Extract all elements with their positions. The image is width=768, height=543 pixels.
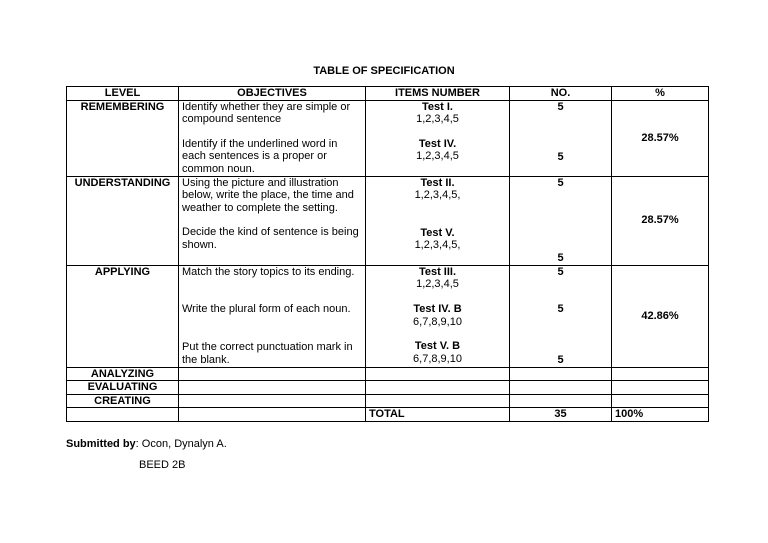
level-evaluating: EVALUATING [67,381,179,395]
header-row [67,87,709,101]
level-creating: CREATING [67,394,179,408]
count-value: 5 [557,176,564,189]
objective-text: Identify if the underlined word in each sentences is a proper or common noun. [182,137,338,175]
section-label: BEED 2B [139,459,186,471]
count-value: 5 [557,303,564,316]
objectives-remembering [179,100,366,176]
row-understanding [67,176,709,265]
percent-applying: 42.86% [612,265,709,367]
header-objectives: OBJECTIVES [179,87,366,101]
item-numbers: 6,7,8,9,10 [413,315,462,328]
item-numbers: 1,2,3,4,5 [416,278,459,291]
count-value: 5 [557,353,564,366]
header-percent: % [612,87,709,101]
objectives-understanding [179,176,366,265]
header-no: NO. [510,87,612,101]
level-analyzing: ANALYZING [67,367,179,381]
items-remembering [366,100,510,176]
items-applying [366,265,510,367]
items-understanding [366,176,510,265]
count-value: 5 [557,100,564,113]
test-label: Test III. [418,265,457,278]
row-applying [67,265,709,367]
level-applying: APPLYING [67,265,179,367]
test-label: Test V. B [414,340,461,353]
level-understanding: UNDERSTANDING [67,176,179,265]
document-title: TABLE OF SPECIFICATION [313,65,455,77]
test-label: Test II. [420,176,455,189]
item-numbers: 1,2,3,4,5, [414,239,461,252]
test-label: Test I. [422,100,453,113]
header-items-number: ITEMS NUMBER [366,87,510,101]
count-value: 5 [557,252,564,265]
objectives-applying [179,265,366,367]
specification-table [66,86,709,422]
row-remembering [67,100,709,176]
row-analyzing [67,367,709,381]
count-value: 5 [557,151,564,164]
objective-text: Using the picture and illustration below, write the place, the time and weather to complete the setting. [182,176,354,214]
total-no: 35 [510,408,612,422]
no-understanding [510,176,612,265]
row-total [67,408,709,422]
objective-text: Identify whether they are simple or compound sentence [182,100,351,126]
test-label: Test IV. B [413,302,462,315]
percent-remembering: 28.57% [612,100,709,176]
level-remembering: REMEMBERING [67,100,179,176]
item-numbers: 6,7,8,9,10 [413,352,462,365]
item-numbers: 1,2,3,4,5 [416,113,459,126]
objective-text: Decide the kind of sentence is being shown. [182,226,359,251]
submitted-by [66,438,227,450]
count-value: 5 [557,265,564,278]
item-numbers: 1,2,3,4,5 [416,150,459,163]
total-percent: 100% [612,408,709,422]
submitted-by-label: Submitted by [66,438,136,450]
test-label: Test IV. [418,137,457,150]
objective-text: Match the story topics to its ending. [182,265,355,278]
submitted-by-name: : Ocon, Dynalyn A. [135,438,227,450]
objective-text: Put the correct punctuation mark in the blank. [182,340,353,366]
test-label: Test V. [420,226,455,239]
row-evaluating [67,381,709,395]
row-creating [67,394,709,408]
item-numbers: 1,2,3,4,5, [414,189,461,202]
objective-text: Write the plural form of each noun. [182,303,351,316]
percent-understanding: 28.57% [612,176,709,265]
header-level: LEVEL [67,87,179,101]
no-applying [510,265,612,367]
no-remembering [510,100,612,176]
total-label: TOTAL [366,408,510,422]
